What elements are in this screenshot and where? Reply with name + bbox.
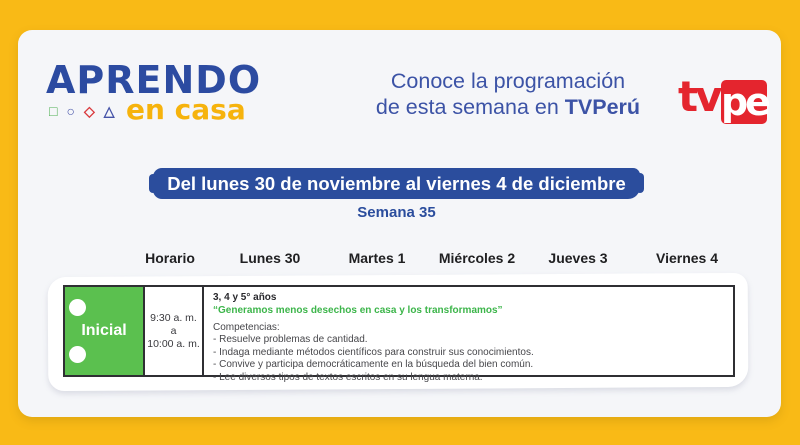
competency-item: - Indaga mediante métodos científicos para construir sus conocimientos. <box>213 346 534 358</box>
date-range-text: Del lunes 30 de noviembre al viernes 4 de diciembre <box>167 172 626 194</box>
aprendo-logo-text: APRENDO <box>46 58 262 102</box>
time-cell <box>145 287 204 375</box>
tvpe-logo-pe-badge: pe <box>720 80 768 124</box>
competency-item: - Lee diversos tipos de textos escritos en su lengua materna. <box>213 371 483 383</box>
column-header-horario: Horario <box>145 250 195 266</box>
week-label: Semana 35 <box>357 204 436 221</box>
column-header-miercoles: Miércoles 2 <box>438 250 516 266</box>
level-label: Inicial <box>81 322 127 339</box>
circle-icon: ○ <box>66 103 75 119</box>
program-card <box>18 30 781 417</box>
column-header-lunes: Lunes 30 <box>239 250 301 266</box>
program-title: “Generamos menos desechos en casa y los transformamos” <box>213 305 503 316</box>
logo-shapes-row <box>49 104 115 118</box>
competency-item: - Resuelve problemas de cantidad. <box>213 334 368 345</box>
square-icon: □ <box>49 103 58 119</box>
tvpe-logo <box>678 72 767 124</box>
tagline-line1: Conoce la programación <box>390 69 626 93</box>
dot-decoration-top <box>69 299 86 316</box>
column-header-martes: Martes 1 <box>348 250 406 266</box>
column-header-jueves: Jueves 3 <box>548 250 608 266</box>
time-end: 10:00 a. m. <box>147 337 200 350</box>
time-start: 9:30 a. m. <box>150 311 197 324</box>
tvpe-logo-tv-text: tv <box>678 72 720 121</box>
column-header-viernes: Viernes 4 <box>655 250 719 266</box>
en-casa-logo-text: en casa <box>126 93 246 126</box>
schedule-table <box>63 285 735 383</box>
time-separator: a <box>170 324 177 337</box>
diamond-icon: ◇ <box>83 103 95 119</box>
tagline-tvperu: TVPerú <box>564 95 641 119</box>
level-cell-inicial <box>65 287 145 375</box>
competencies-label: Competencias: <box>213 322 280 333</box>
tagline-line2-prefix: de esta semana en <box>375 95 565 119</box>
tagline <box>358 68 658 120</box>
grade-label: 3, 4 y 5° años <box>213 292 277 303</box>
competency-item: - Convive y participa democráticamente en la búsqueda del bien común. <box>213 359 534 371</box>
date-range-banner <box>153 168 640 199</box>
program-content-cell <box>204 287 733 383</box>
triangle-icon: △ <box>103 103 115 119</box>
dot-decoration-bottom <box>69 346 86 363</box>
